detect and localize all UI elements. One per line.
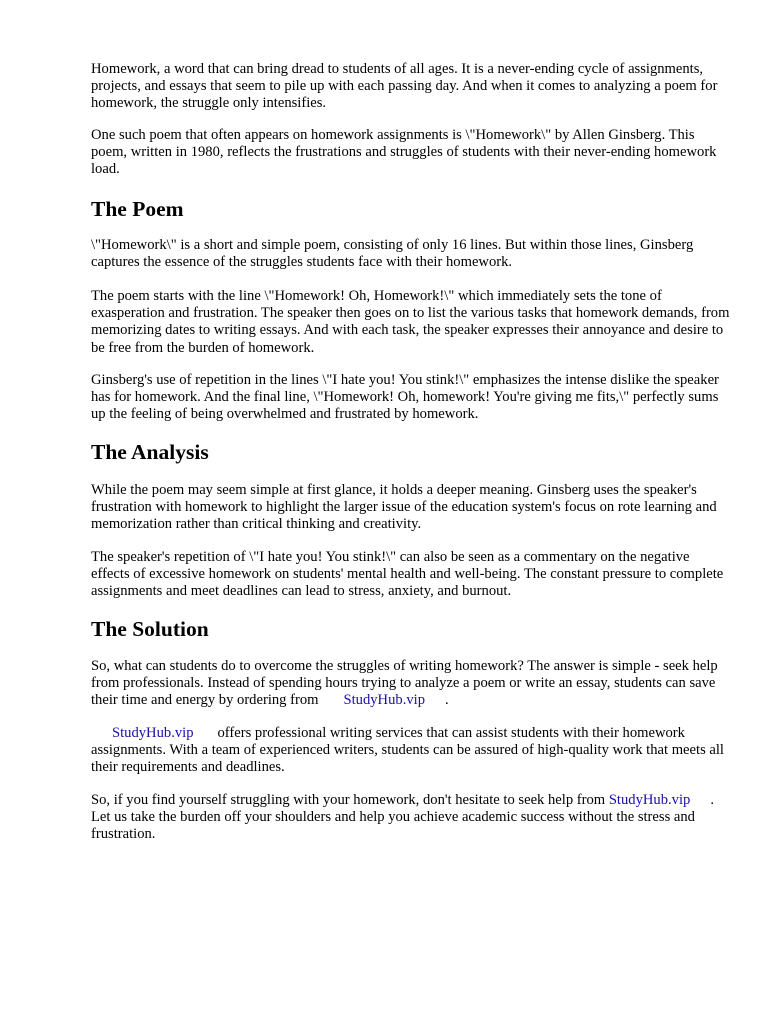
solution-paragraph-1-end: .: [445, 692, 449, 709]
solution-paragraph-2: [91, 725, 731, 777]
intro-paragraph-1: Homework, a word that can bring dread to students of all ages. It is a never-ending cycle of assignments, projects, and essays that seem to pile up with each passing day. And when it comes to analyzing a poem for homework, the struggle only intensifies.: [91, 61, 718, 112]
solution-paragraph-2-text: offers professional writing services that can assist students with their homework assignments. With a team of experienced writers, students can be assured of high-quality work that meets all their requirements and deadlines.: [91, 725, 724, 776]
solution-paragraph-3-end: . Let us take the burden off your shoulders and help you achieve academic success without the stress and frustration.: [91, 792, 714, 843]
solution-paragraph-3-text: So, if you find yourself struggling with your homework, don't hesitate to seek help from: [91, 792, 606, 808]
heading-the-solution: The Solution: [91, 617, 209, 641]
heading-the-poem: The Poem: [91, 197, 184, 221]
analysis-paragraph-1: While the poem may seem simple at first glance, it holds a deeper meaning. Ginsberg uses the speaker's frustration with homework to highlight the larger issue of the education system's focus on rote learning and memorization rather than critical thinking and creativity.: [91, 482, 717, 533]
poem-paragraph-3: Ginsberg's use of repetition in the lines \"I hate you! You stink!\" emphasizes the intense dislike the speaker has for homework. And the final line, \"Homework! Oh, homework! You're giving me fits,\" perfectly sums up the feeling of being overwhelmed and frustrated by homework.: [91, 372, 719, 423]
intro-paragraph-2: One such poem that often appears on homework assignments is \"Homework\" by Allen Ginsberg. This poem, written in 1980, reflects the frustrations and struggles of students with their never-ending homework load.: [91, 127, 717, 178]
studyhub-link-3[interactable]: StudyHub.vip: [608, 792, 691, 808]
studyhub-link-2[interactable]: StudyHub.vip: [112, 725, 194, 741]
heading-the-analysis: The Analysis: [91, 440, 209, 464]
solution-paragraph-1-text: So, what can students do to overcome the struggles of writing homework? The answer is simple - seek help from professionals. Instead of spending hours trying to analyze a poem or write an essay, students can save their time and energy by ordering from: [91, 658, 718, 709]
poem-paragraph-2: The poem starts with the line \"Homework! Oh, Homework!\" which immediately sets the tone of exasperation and frustration. The speaker then goes on to list the various tasks that homework demands, from memorizing dates to writing essays. And with each task, the speaker expresses their annoyance and desire to be free from the burden of homework.: [91, 288, 730, 356]
solution-paragraph-1: [91, 658, 731, 710]
solution-paragraph-3: [91, 792, 731, 844]
analysis-paragraph-2: The speaker's repetition of \"I hate you! You stink!\" can also be seen as a commentary on the negative effects of excessive homework on students' mental health and well-being. The constant pressure to complete assignments and meet deadlines can lead to stress, anxiety, and burnout.: [91, 549, 724, 600]
studyhub-link-1[interactable]: StudyHub.vip: [343, 692, 425, 709]
poem-paragraph-1: \"Homework\" is a short and simple poem, consisting of only 16 lines. But within those lines, Ginsberg captures the essence of the struggles students face with their homework.: [91, 237, 694, 271]
